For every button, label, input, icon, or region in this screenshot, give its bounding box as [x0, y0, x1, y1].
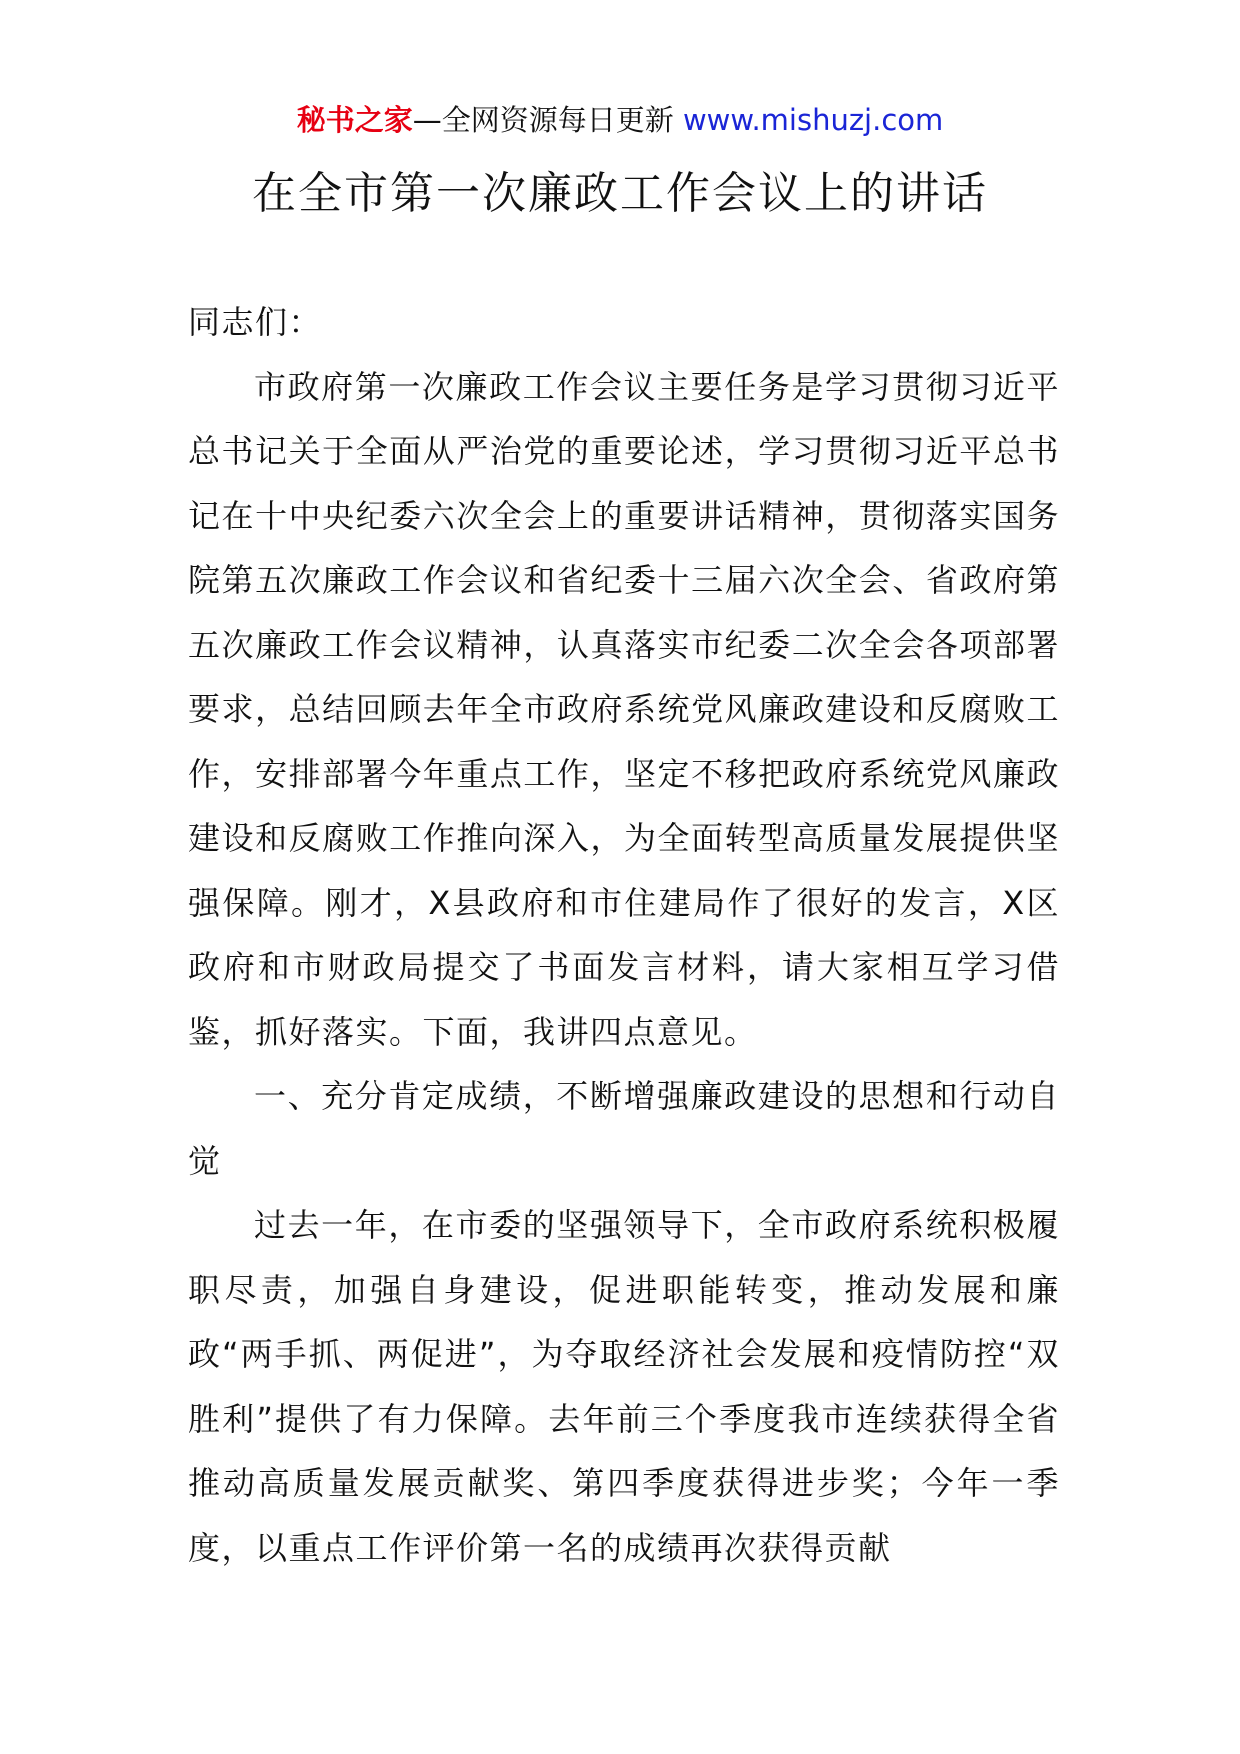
site-url-link[interactable]: www.mishuzj.com: [682, 103, 944, 137]
body-paragraph: 市政府第一次廉政工作会议主要任务是学习贯彻习近平总书记关于全面从严治党的重要论述，学习贯彻习近平总书记在十中央纪委六次全会上的重要讲话精神，贯彻落实国务院第五次廉政工作会议和省纪委十三届六次全会、省政府第五次廉政工作会议精神，认真落实市纪委二次全会各项部署要求，总结回顾去年全市政府系统党风廉政建设和反腐败工作，安排部署今年重点工作，坚定不移把政府系统党风廉政建设和反腐败工作推向深入，为全面转型高质量发展提供坚强保障。刚才，X县政府和市住建局作了很好的发言，X区政府和市财政局提交了书面发言材料，请大家相互学习借鉴，抓好落实。下面，我讲四点意见。: [188, 367, 1060, 1051]
document-title: 在全市第一次廉政工作会议上的讲话: [252, 168, 988, 219]
section-heading: 一、充分肯定成绩，不断增强廉政建设的思想和行动自觉: [188, 1077, 1060, 1180]
site-brand: 秘书之家: [296, 103, 413, 137]
document-body: [188, 290, 1060, 1580]
site-banner: [0, 100, 1240, 140]
body-paragraph: 过去一年，在市委的坚强领导下，全市政府系统积极履职尽责，加强自身建设，促进职能转变，推动发展和廉政“两手抓、两促进”，为夺取经济社会发展和疫情防控“双胜利”提供了有力保障。去年前三个季度我市连续获得全省推动高质量发展贡献奖、第四季度获得进步奖；今年一季度，以重点工作评价第一名的成绩再次获得贡献: [188, 1206, 1060, 1567]
salutation: 同志们：: [188, 303, 323, 341]
site-tagline: —全网资源每日更新: [412, 103, 683, 137]
